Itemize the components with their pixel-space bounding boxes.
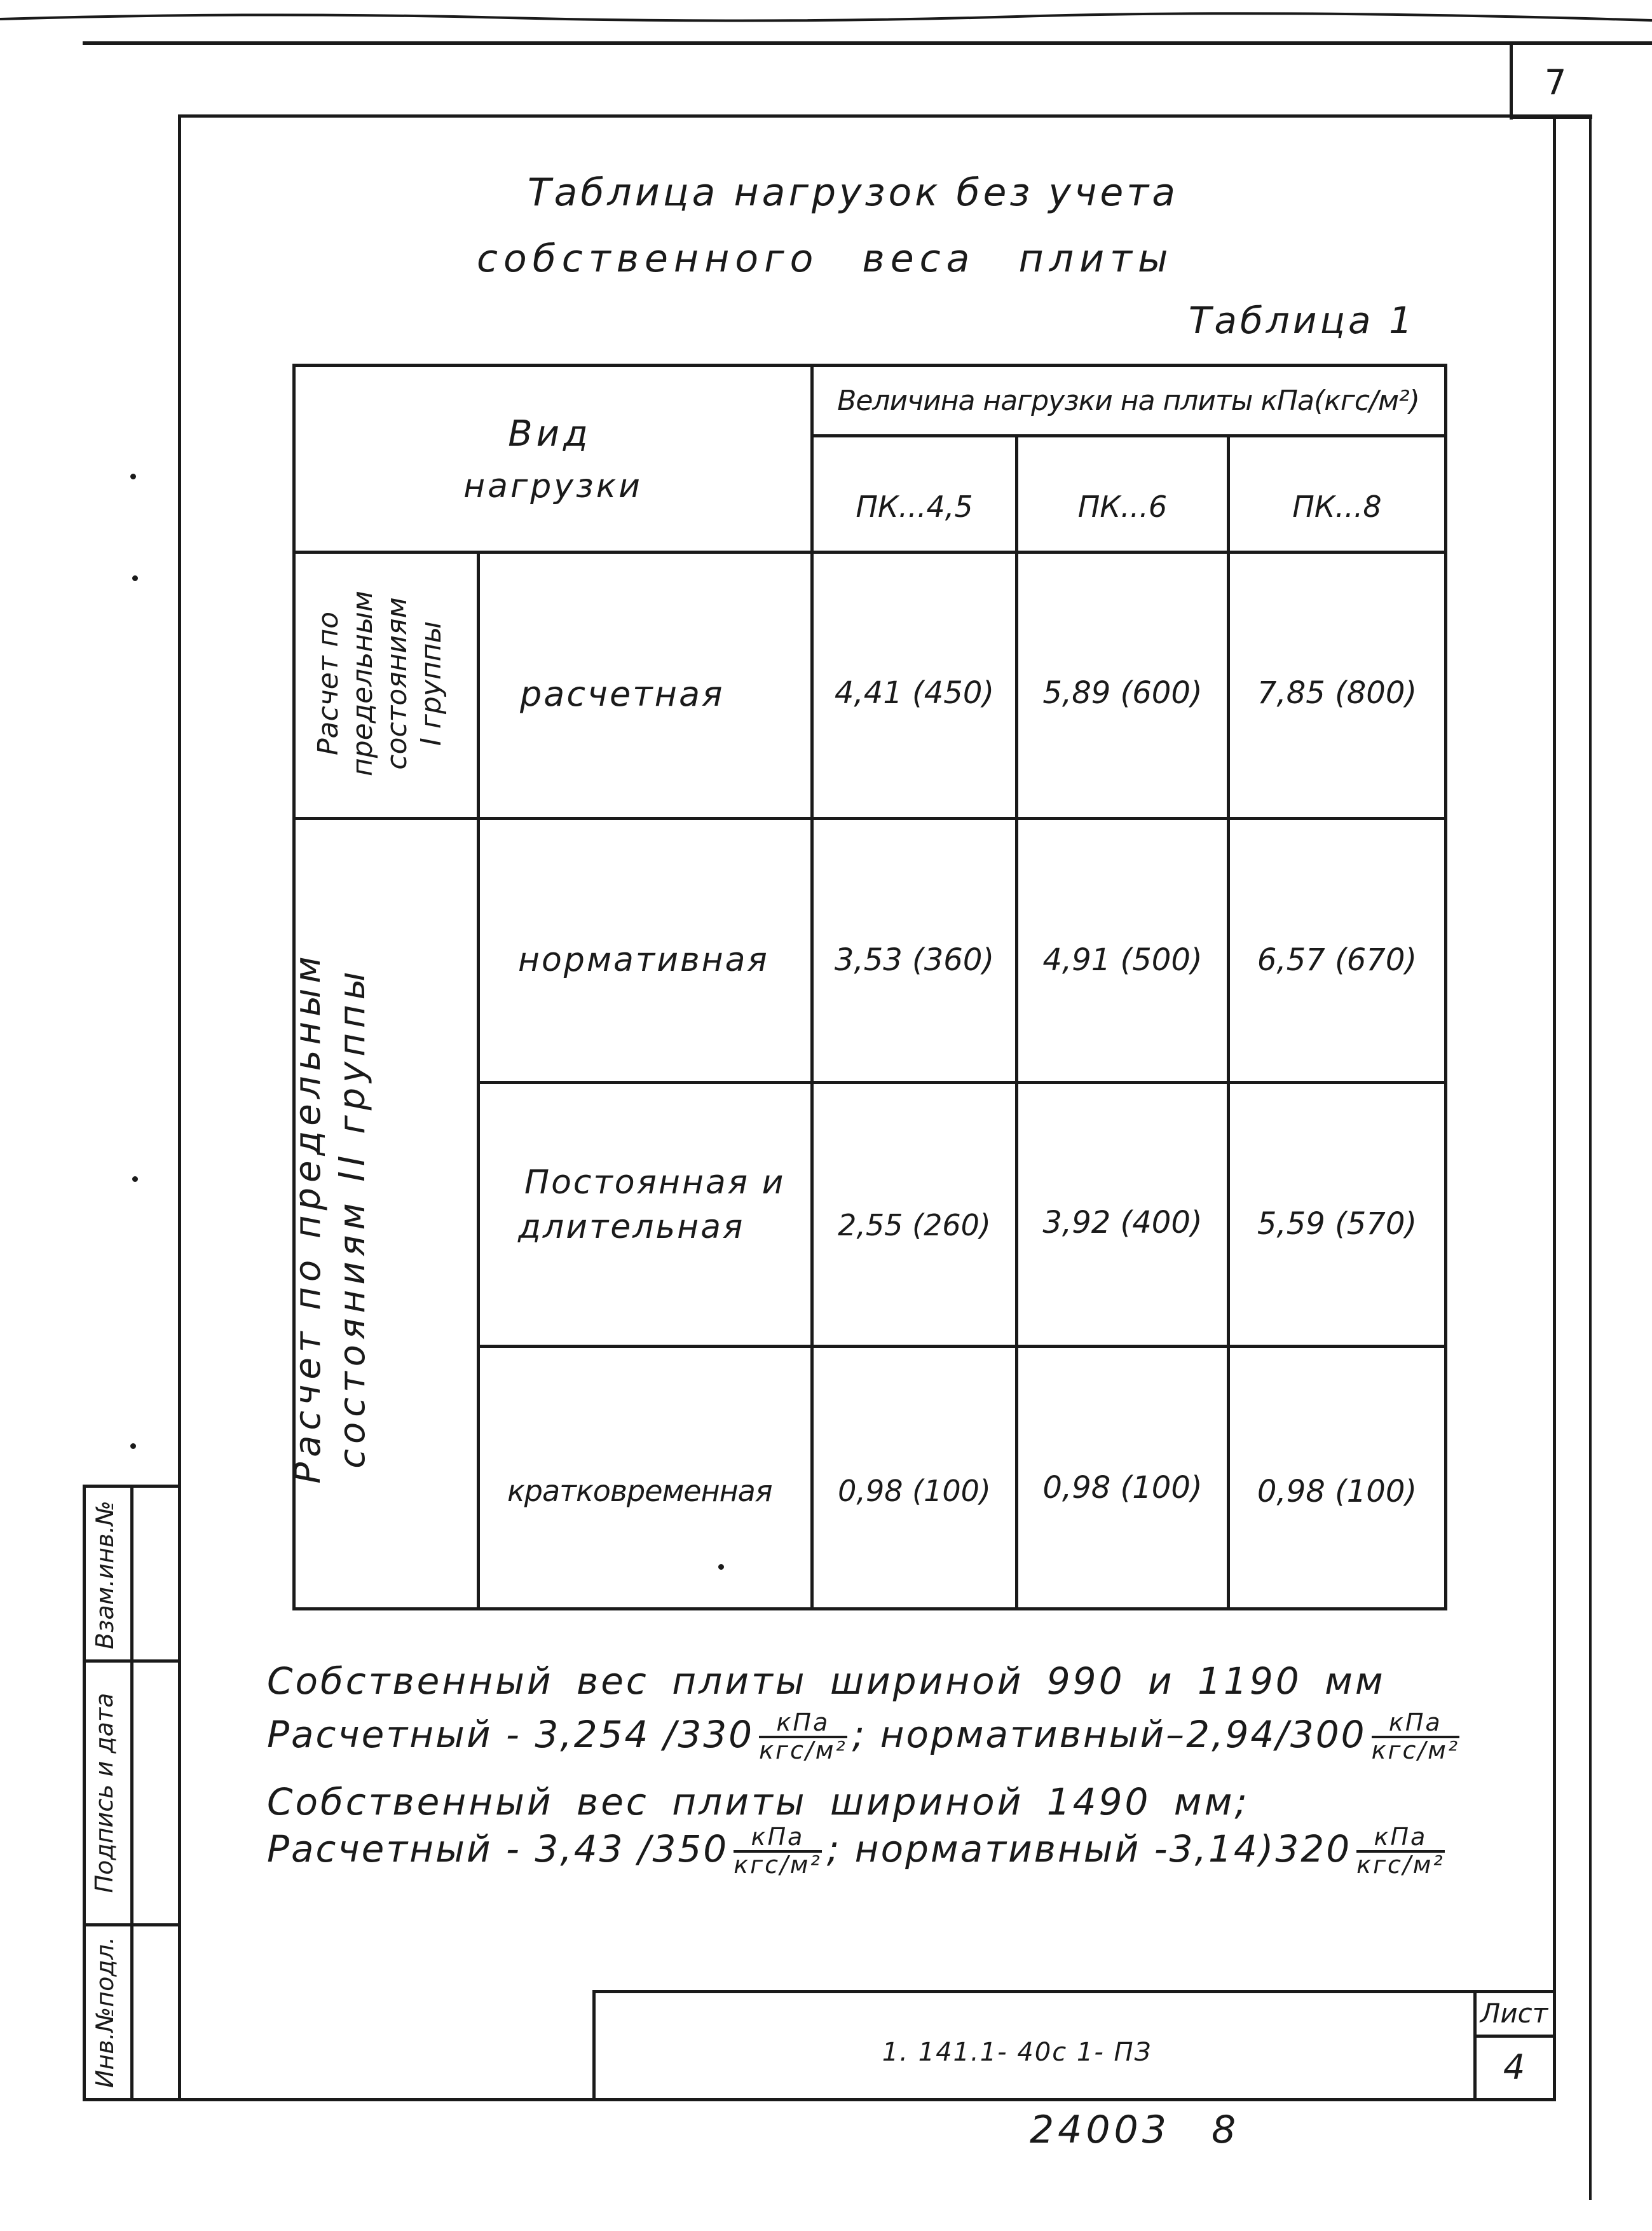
row1-value-pk45: 4,41 (450) bbox=[834, 675, 995, 711]
unit-numerator: кПа bbox=[1372, 1710, 1460, 1738]
frame-right bbox=[1553, 114, 1556, 2101]
header-load-type-line1: Вид bbox=[508, 413, 592, 455]
document-code: 1. 141.1- 40с 1- ПЗ bbox=[882, 2038, 1152, 2067]
unit-numerator: кПа bbox=[1356, 1825, 1445, 1853]
table-line-header-bottom bbox=[292, 551, 1447, 554]
row1-load-type: расчетная bbox=[520, 674, 725, 714]
outer-right-edge bbox=[1589, 114, 1592, 2200]
unit-numerator: кПа bbox=[734, 1825, 822, 1853]
header-load-type-line2: нагрузки bbox=[463, 467, 643, 505]
top-edge-line bbox=[0, 0, 1652, 51]
group2-label bbox=[286, 868, 381, 1567]
row1-value-pk8: 7,85 (800) bbox=[1257, 675, 1417, 711]
table-line-row3-bottom bbox=[477, 1345, 1447, 1348]
row3-load-type-line2: длительная bbox=[518, 1208, 745, 1246]
unit-fraction bbox=[759, 1710, 847, 1764]
header-load-magnitude: Величина нагрузки на плиты кПа(кгс/м²) bbox=[837, 385, 1419, 417]
page-title-line1: Таблица нагрузок без учета bbox=[528, 170, 1178, 215]
bottom-archive-number bbox=[1030, 2108, 1239, 2152]
row2-value-pk8: 6,57 (670) bbox=[1257, 942, 1417, 978]
bottom-archive-number-a: 24003 bbox=[1030, 2108, 1170, 2152]
row4-value-pk45: 0,98 (100) bbox=[838, 1474, 991, 1508]
note-line2-calc: Расчетный - 3,254 /330 bbox=[267, 1713, 754, 1756]
unit-numerator: кПа bbox=[759, 1710, 847, 1738]
table-line-row1-bottom bbox=[292, 817, 1447, 820]
table-line-bottom bbox=[292, 1607, 1447, 1610]
sheet-label: Лист bbox=[1480, 1998, 1548, 2029]
row2-load-type: нормативная bbox=[518, 941, 769, 979]
frame-bottom bbox=[83, 2098, 1556, 2101]
group2-label-line2: состояниям II группы bbox=[332, 966, 373, 1469]
table-col-4 bbox=[1444, 364, 1447, 1610]
row2-value-pk6: 4,91 (500) bbox=[1042, 942, 1203, 978]
row3-load-type-line1: Постоянная и bbox=[524, 1164, 786, 1202]
page-number-box-left bbox=[1510, 43, 1513, 120]
side-stamp-divider bbox=[130, 1485, 133, 2101]
group1-label-line3: состояниям bbox=[381, 597, 413, 770]
row4-value-pk8: 0,98 (100) bbox=[1257, 1474, 1417, 1509]
column-header-pk6: ПК...6 bbox=[1077, 490, 1168, 524]
stamp-left bbox=[592, 1990, 596, 2101]
sheet-number: 4 bbox=[1503, 2047, 1526, 2087]
table-col-3 bbox=[1227, 434, 1230, 1610]
note-line1: Собственный вес плиты шириной 990 и 1190 мм bbox=[267, 1659, 1386, 1703]
row1-value-pk6: 5,89 (600) bbox=[1042, 675, 1203, 711]
table-line-top bbox=[292, 364, 1447, 367]
scan-dot bbox=[130, 1443, 136, 1449]
page-number: 7 bbox=[1545, 62, 1567, 102]
group2-label-line1: Расчет по предельным bbox=[287, 951, 329, 1484]
table-col-2 bbox=[1015, 434, 1018, 1610]
column-header-pk45: ПК...4,5 bbox=[856, 490, 973, 524]
table-col-1 bbox=[810, 364, 814, 1610]
group1-label-line2: предельным bbox=[346, 591, 379, 777]
frame-left bbox=[178, 114, 181, 2101]
side-label-inventory: Инв.№подл. bbox=[91, 1937, 119, 2089]
note-line2-norm: ; нормативный–2,94/300 bbox=[852, 1713, 1367, 1756]
side-label-signature-date: Подпись и дата bbox=[90, 1692, 118, 1893]
group1-label bbox=[311, 556, 458, 811]
table-line-subheader bbox=[810, 434, 1447, 437]
row3-value-pk8: 5,59 (570) bbox=[1257, 1206, 1417, 1242]
unit-fraction bbox=[1372, 1710, 1460, 1764]
row3-value-pk45: 2,55 (260) bbox=[838, 1208, 991, 1242]
row3-value-pk6: 3,92 (400) bbox=[1042, 1205, 1203, 1240]
note-line4 bbox=[267, 1825, 1450, 1878]
group1-label-line1: Расчет по bbox=[312, 611, 345, 756]
unit-denominator: кгс/м² bbox=[734, 1850, 822, 1879]
unit-denominator: кгс/м² bbox=[759, 1736, 847, 1764]
side-stamp-left bbox=[83, 1485, 86, 2101]
unit-denominator: кгс/м² bbox=[1371, 1736, 1460, 1764]
scan-dot bbox=[718, 1564, 724, 1570]
scan-dot bbox=[130, 474, 136, 479]
stamp-top bbox=[592, 1990, 1555, 1993]
bottom-archive-number-b: 8 bbox=[1211, 2108, 1240, 2152]
group1-label-line4: I группы bbox=[415, 621, 447, 746]
table-label: Таблица 1 bbox=[1189, 299, 1416, 342]
table-col-group bbox=[477, 551, 480, 1610]
column-header-pk8: ПК...8 bbox=[1292, 490, 1382, 524]
note-line2 bbox=[267, 1710, 1464, 1764]
scan-dot bbox=[132, 575, 138, 581]
page-title-line2: собственного веса плиты bbox=[477, 237, 1174, 281]
frame-top bbox=[178, 114, 1592, 118]
note-line4-calc: Расчетный - 3,43 /350 bbox=[267, 1827, 729, 1871]
unit-denominator: кгс/м² bbox=[1356, 1850, 1445, 1879]
note-line4-norm: ; нормативный -3,14)320 bbox=[826, 1827, 1352, 1871]
stamp-sheet-line bbox=[1473, 2035, 1556, 2038]
row2-value-pk45: 3,53 (360) bbox=[834, 942, 995, 978]
table-line-row2-bottom bbox=[477, 1081, 1447, 1084]
row4-load-type: кратковременная bbox=[507, 1474, 772, 1508]
note-line3: Собственный вес плиты шириной 1490 мм; bbox=[267, 1780, 1250, 1823]
row4-value-pk6: 0,98 (100) bbox=[1042, 1470, 1203, 1506]
unit-fraction bbox=[1356, 1825, 1445, 1878]
side-label-replacement: Взам.инв.№ bbox=[91, 1500, 119, 1649]
scan-dot bbox=[132, 1176, 138, 1182]
unit-fraction bbox=[734, 1825, 822, 1878]
